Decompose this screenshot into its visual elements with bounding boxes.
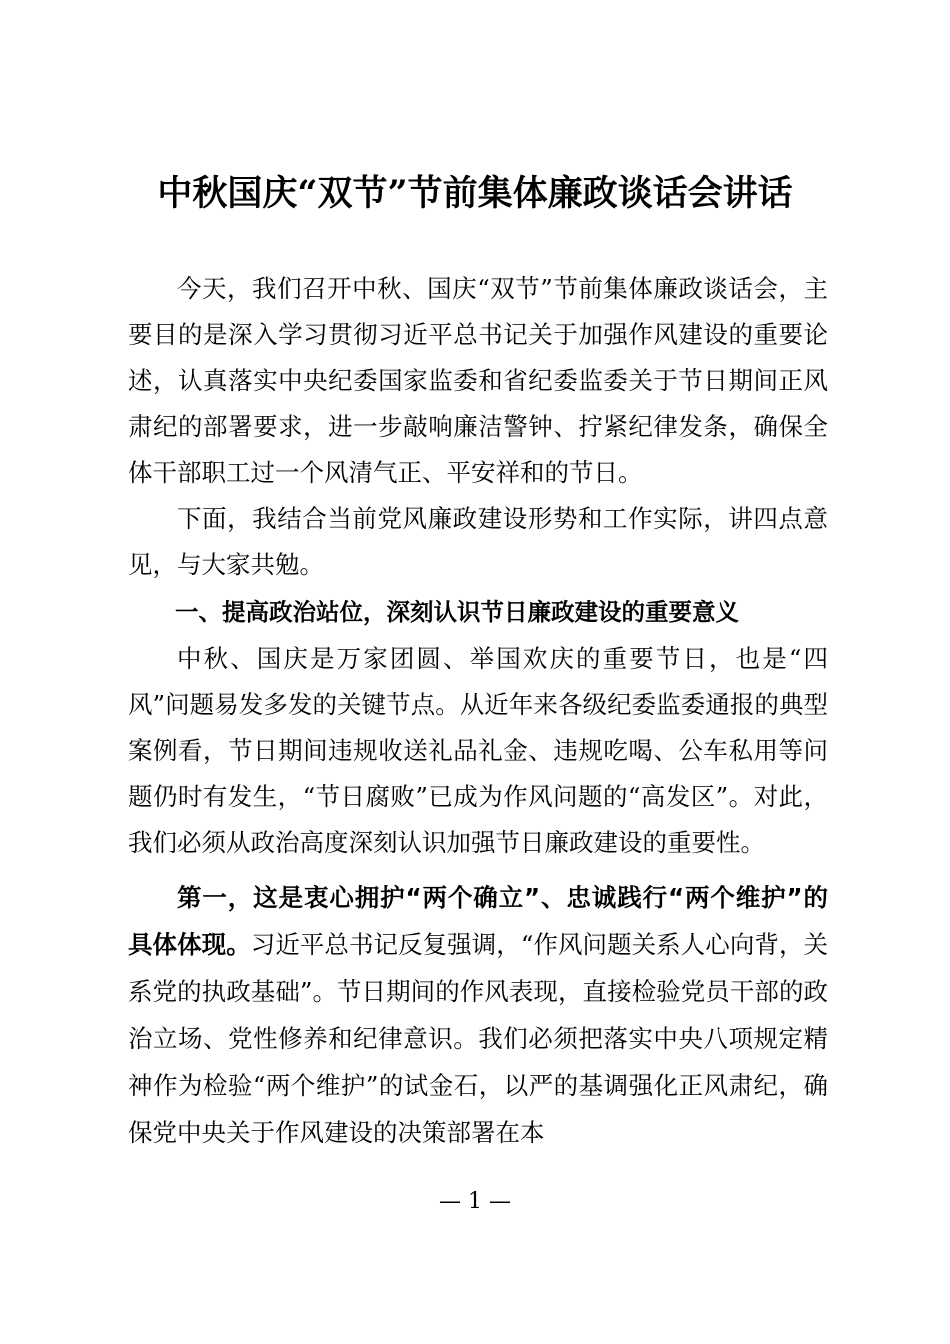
- intro-paragraph-2: 下面，我结合当前党风廉政建设形势和工作实际，讲四点意见，与大家共勉。: [128, 504, 828, 579]
- point-1-paragraph: [128, 874, 828, 1156]
- section-1-paragraph: 中秋、国庆是万家团圆、举国欢庆的重要节日，也是“四风”问题易发多发的关键节点。从近年来各级纪委监委通报的典型案例看，节日期间违规收送礼品礼金、违规吃喝、公车私用等问题仍时有发生，“节日腐败”已成为作风问题的“高发区”。对此，我们必须从政治高度深刻认识加强节日廉政建设的重要性。: [128, 644, 828, 857]
- point-1-text: 习近平总书记反复强调，“作风问题关系人心向背，关系党的执政基础”。节日期间的作风表现，直接检验党员干部的政治立场、党性修养和纪律意识。我们必须把落实中央八项规定精神作为检验“两个维护”的试金石，以严的基调强化正风肃纪，确保党中央关于作风建设的决策部署在本: [128, 930, 828, 1147]
- intro-paragraph-1: 今天，我们召开中秋、国庆“双节”节前集体廉政谈话会，主要目的是深入学习贯彻习近平总书记关于加强作风建设的重要论述，认真落实中央纪委国家监委和省纪委监委关于节日期间正风肃纪的部署要求，进一步敲响廉洁警钟、拧紧纪律发条，确保全体干部职工过一个风清气正、平安祥和的节日。: [128, 274, 828, 487]
- document-body: [128, 266, 828, 1156]
- document-title: 中秋国庆“双节”节前集体廉政谈话会讲话: [157, 173, 793, 214]
- point-1-lead: 第一，这是衷心拥护“两个确立”、忠诚践行“两个维护”的具体体现。: [128, 883, 828, 959]
- section-1-heading: 一、提高政治站位，深刻认识节日廉政建设的重要意义: [175, 598, 739, 626]
- page-number: — 1 —: [439, 1189, 511, 1214]
